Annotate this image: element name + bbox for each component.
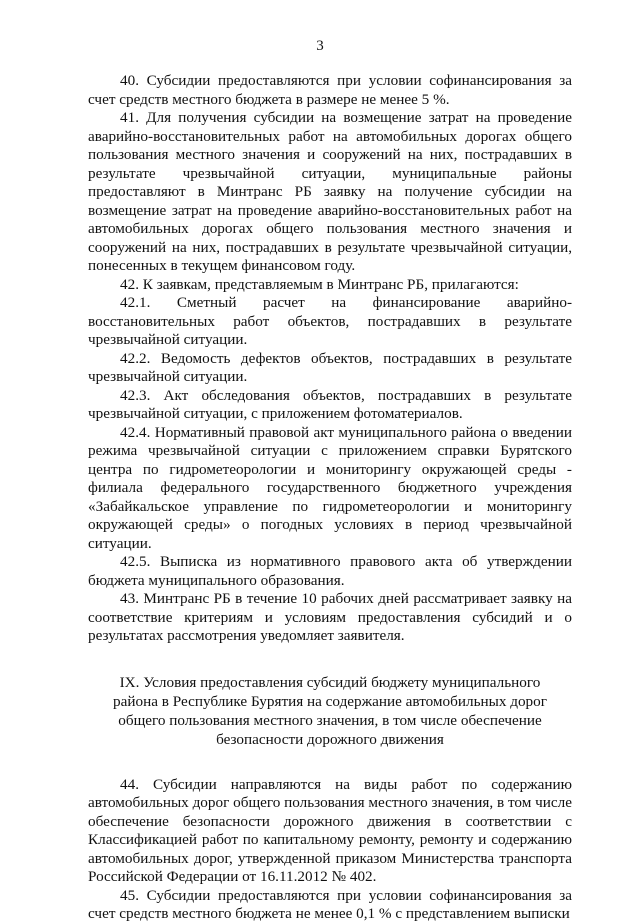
paragraph-42-2: 42.2. Ведомость дефектов объектов, пострадавших в результате чрезвычайной ситуации. [88, 349, 572, 385]
paragraph-40: 40. Субсидии предоставляются при условии софинансирования за счет средств местного бюджета в размере не менее 5 %. [88, 72, 572, 108]
paragraph-42: 42. К заявкам, представляемым в Минтранс РБ, прилагаются: [120, 275, 519, 293]
paragraph-42-5: 42.5. Выписка из нормативного правового акта об утверждении бюджета муниципального образования. [88, 553, 572, 589]
paragraph-42-4: 42.4. Нормативный правовой акт муниципального района о введении режима чрезвычайной ситуации с приложением справки Бурятского центра по гидрометеорологии и мониторингу окружающей среды - филиала федерального государственного бюджетного учреждения «Забайкальское управление по гидрометеорологии и мониторингу окружающей среды» о погодных условиях в период чрезвычайной ситуации. [88, 423, 572, 552]
page-number: 3 [316, 38, 324, 54]
paragraph-45: 45. Субсидии предоставляются при условии софинансирования за счет средств местного бюджета не менее 0,1 % с представлением выписки [88, 886, 572, 922]
paragraph-43: 43. Минтранс РБ в течение 10 рабочих дней рассматривает заявку на соответствие критериям и условиям предоставления субсидий и о результатах рассмотрения уведомляет заявителя. [88, 590, 572, 644]
document-body [88, 72, 572, 924]
paragraph-42-1: 42.1. Сметный расчет на финансирование аварийно-восстановительных работ объектов, пострадавших в результате чрезвычайной ситуации. [88, 294, 572, 348]
paragraph-42-3: 42.3. Акт обследования объектов, пострадавших в результате чрезвычайной ситуации, с приложением фотоматериалов. [88, 386, 572, 422]
section-heading: IX. Условия предоставления субсидий бюджету муниципального района в Республике Бурятия на содержание автомобильных дорог общего пользования местного значения, в том числе обеспечение безопасности дорожного движения [113, 673, 547, 748]
paragraph-44: 44. Субсидии направляются на виды работ по содержанию автомобильных дорог общего пользования местного значения, в том числе обеспечение безопасности дорожного движения в соответствии с Классификацией работ по капитальному ремонту, ремонту и содержанию автомобильных дорог, утвержденной приказом Министерства транспорта Российской Федерации от 16.11.2012 № 402. [88, 775, 572, 885]
paragraph-41: 41. Для получения субсидии на возмещение затрат на проведение аварийно-восстановительных работ на автомобильных дорогах общего пользования местного значения и сооружений на них, пострадавших в результате чрезвычайной ситуации, муниципальные районы предоставляют в Минтранс РБ заявку на получение субсидии на возмещение затрат на проведение аварийно-восстановительных работ на автомобильных дорогах общего пользования местного значения и сооружений на них, пострадавших в результате чрезвычайной ситуации, понесенных в текущем финансовом году. [88, 109, 572, 274]
